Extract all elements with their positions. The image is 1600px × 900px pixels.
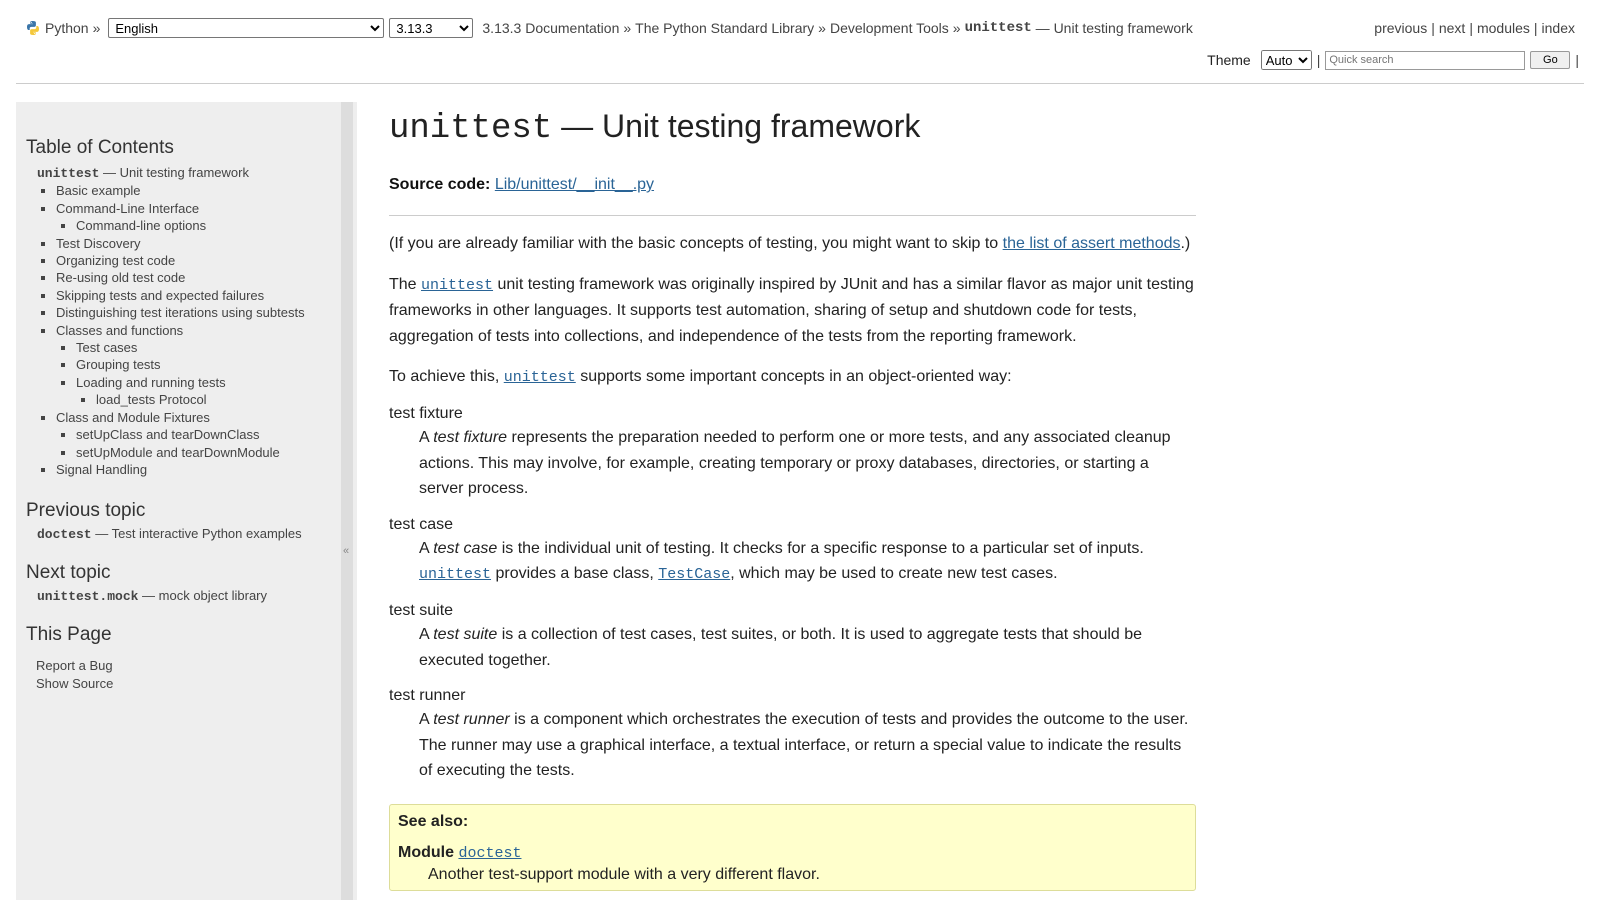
term-test-suite: test suite [389, 601, 454, 619]
definition [419, 707, 1196, 784]
toc-item-label[interactable]: Loading and running tests [76, 374, 226, 390]
toc-item[interactable]: ▪ Basic example [56, 182, 357, 199]
toc-list [26, 164, 357, 478]
paragraph [389, 272, 1196, 350]
toc-item-label[interactable]: Command-Line Interface [56, 200, 200, 216]
nav-separator: | [1431, 20, 1435, 36]
toc-item-classes[interactable] [56, 322, 357, 409]
previous-topic-title[interactable]: — Test interactive Python examples [91, 526, 302, 542]
definition [419, 536, 1196, 588]
sidebar-collapse-button[interactable] [341, 102, 353, 900]
toc-item-cli[interactable] [56, 200, 357, 235]
testcase-code-link[interactable]: TestCase [658, 566, 731, 584]
theme-search-row [1207, 50, 1584, 70]
see-also-module [398, 844, 1187, 862]
toc-item-root[interactable] [37, 164, 357, 478]
page-title-text: — Unit testing framework [552, 108, 921, 144]
related-nav [1374, 20, 1575, 36]
breadcrumb-stdlib-link[interactable]: The Python Standard Library [635, 20, 815, 36]
definition-text: A [419, 428, 434, 446]
toc-item-fixtures[interactable] [56, 409, 357, 461]
paragraph [389, 364, 1196, 391]
toc-item[interactable]: ▪ load_tests Protocol [96, 391, 357, 408]
term-test-case: test case [389, 515, 454, 533]
paragraph-text: supports some important concepts in an object-oriented way: [575, 368, 1012, 386]
breadcrumb-separator: » [818, 20, 826, 36]
intro-text: (If you are already familiar with the basic concepts of testing, you might want to skip to [389, 235, 1003, 252]
next-topic-heading: Next topic [26, 562, 111, 584]
previous-topic-code[interactable]: doctest [37, 527, 92, 543]
next-topic-title[interactable]: — mock object library [138, 588, 268, 604]
intro-text-end: .) [1180, 235, 1191, 252]
paragraph-text: To achieve this, [389, 368, 504, 386]
paragraph-text: unit testing framework was originally inspired by JUnit and has a similar flavor as major unit testing frameworks in other languages. It supports test automation, sharing of setup and shutdown code for tests, aggregation of tests into collections, and independence of the tests from the reporting framework. [389, 275, 1194, 345]
see-also-box [389, 804, 1196, 891]
toc-root-title[interactable]: — Unit testing framework [99, 165, 249, 180]
python-logo-icon [25, 20, 41, 36]
definition [419, 425, 1196, 502]
toc-item[interactable]: ▪ Re-using old test code [56, 269, 357, 286]
definition-emphasis: test suite [433, 625, 498, 643]
unittest-code-link[interactable]: unittest [419, 566, 492, 584]
breadcrumb-docs-link[interactable]: 3.13.3 Documentation [482, 20, 620, 36]
definition-emphasis: test case [433, 539, 498, 557]
toc-item[interactable]: ▪ Test Discovery [56, 235, 357, 252]
concepts-list [389, 403, 1196, 784]
toc-item[interactable]: ▪ Test cases [76, 339, 357, 356]
definition-text: is the individual unit of testing. It checks for a specific response to a particular set of inputs. [497, 539, 1144, 557]
toc-item[interactable]: ▪ Command-line options [76, 217, 357, 234]
toc-item[interactable]: ▪ setUpModule and tearDownModule [76, 444, 357, 461]
this-page-links [36, 657, 357, 692]
definition [419, 622, 1196, 673]
page-title [389, 108, 1196, 148]
index-link[interactable]: index [1541, 20, 1575, 36]
sidebar [16, 102, 357, 900]
definition-text: A [419, 625, 434, 643]
previous-topic-link[interactable] [37, 526, 357, 542]
see-also-title: See also: [398, 812, 469, 830]
toc-item-label[interactable]: Classes and functions [56, 322, 184, 338]
show-source-link[interactable]: Show Source [36, 675, 114, 691]
toc-item[interactable]: ▪ Distinguishing test iterations using subtests [56, 304, 357, 321]
doctest-code-link[interactable]: doctest [458, 844, 522, 862]
theme-select[interactable] [1261, 50, 1312, 70]
breadcrumb-separator: » [92, 20, 101, 36]
source-label: Source code: [389, 176, 491, 193]
previous-link[interactable]: previous [1374, 20, 1428, 36]
definition-text: , which may be used to create new test cases. [730, 565, 1058, 583]
term-test-fixture: test fixture [389, 404, 463, 422]
language-select[interactable] [108, 18, 384, 38]
toc-item[interactable]: ▪ Skipping tests and expected failures [56, 287, 357, 304]
collapse-chevron-icon: « [343, 545, 350, 557]
breadcrumb-current-code: unittest [964, 20, 1032, 36]
breadcrumb [25, 18, 1193, 38]
main-content [389, 102, 1196, 891]
theme-label: Theme [1207, 52, 1251, 68]
definition-text: is a collection of test cases, test suites, or both. It is used to aggregate tests that should be executed together. [419, 625, 1143, 669]
intro-paragraph [389, 231, 1196, 257]
go-button[interactable]: Go [1530, 51, 1570, 69]
see-also-description: Another test-support module with a very different flavor. [428, 865, 820, 883]
definition-text: is a component which orchestrates the execution of tests and provides the outcome to the user. The runner may use a graphical interface, a textual interface, or return a special value to indicate the results of executing the tests. [419, 711, 1189, 780]
breadcrumb-separator: » [623, 20, 632, 36]
toc-root-code[interactable]: unittest [37, 166, 100, 181]
version-select[interactable] [389, 18, 473, 38]
toc-item[interactable]: ▪ Signal Handling [56, 461, 357, 478]
unittest-code-link[interactable]: unittest [503, 369, 576, 387]
breadcrumb-current-title: — Unit testing framework [1031, 20, 1193, 36]
term-test-runner: test runner [389, 687, 466, 705]
source-code-link[interactable]: Lib/unittest/__init__.py [494, 176, 655, 193]
definition-text: A [419, 539, 434, 557]
toc-item-label[interactable]: Class and Module Fixtures [56, 409, 210, 425]
quick-search-input[interactable] [1325, 51, 1525, 70]
divider [389, 215, 1196, 216]
next-link[interactable]: next [1438, 20, 1466, 36]
next-topic-code[interactable]: unittest.mock [37, 589, 139, 605]
search-separator: | [1575, 52, 1579, 68]
page-title-code: unittest [389, 110, 553, 148]
definition-text: A [419, 711, 434, 729]
toc-item[interactable]: ▪ Grouping tests [76, 356, 357, 373]
python-home-link[interactable]: Python [45, 20, 89, 36]
toc-item[interactable]: ▪ Organizing test code [56, 252, 357, 269]
search-separator: | [1316, 52, 1321, 68]
definition-text: provides a base class, [491, 565, 659, 583]
definition-emphasis: test runner [433, 711, 510, 729]
see-also-module-label: Module [398, 843, 454, 861]
next-topic-link[interactable] [37, 588, 357, 604]
breadcrumb-devtools-link[interactable]: Development Tools [829, 20, 949, 36]
toc-item-loading[interactable] [76, 374, 357, 409]
this-page-heading: This Page [26, 624, 112, 646]
definition-emphasis: test fixture [433, 428, 508, 446]
definition-text: represents the preparation needed to perform one or more tests, and any associated cleanup actions. This may involve, for example, creating temporary or proxy databases, directories, or starting a server process. [419, 428, 1171, 498]
unittest-code-link[interactable]: unittest [421, 276, 494, 294]
nav-separator: | [1469, 20, 1473, 36]
nav-separator: | [1533, 20, 1538, 36]
top-navigation-bar [16, 0, 1584, 84]
assert-methods-link[interactable]: the list of assert methods [1002, 235, 1181, 252]
paragraph-text: The [389, 275, 422, 293]
toc-heading: Table of Contents [26, 137, 174, 158]
report-bug-link[interactable]: Report a Bug [36, 658, 113, 674]
previous-topic-heading: Previous topic [26, 500, 146, 522]
breadcrumb-separator: » [952, 20, 961, 36]
source-code-line [389, 176, 1196, 194]
modules-link[interactable]: modules [1476, 20, 1530, 36]
toc-item[interactable]: ▪ setUpClass and tearDownClass [76, 426, 357, 443]
